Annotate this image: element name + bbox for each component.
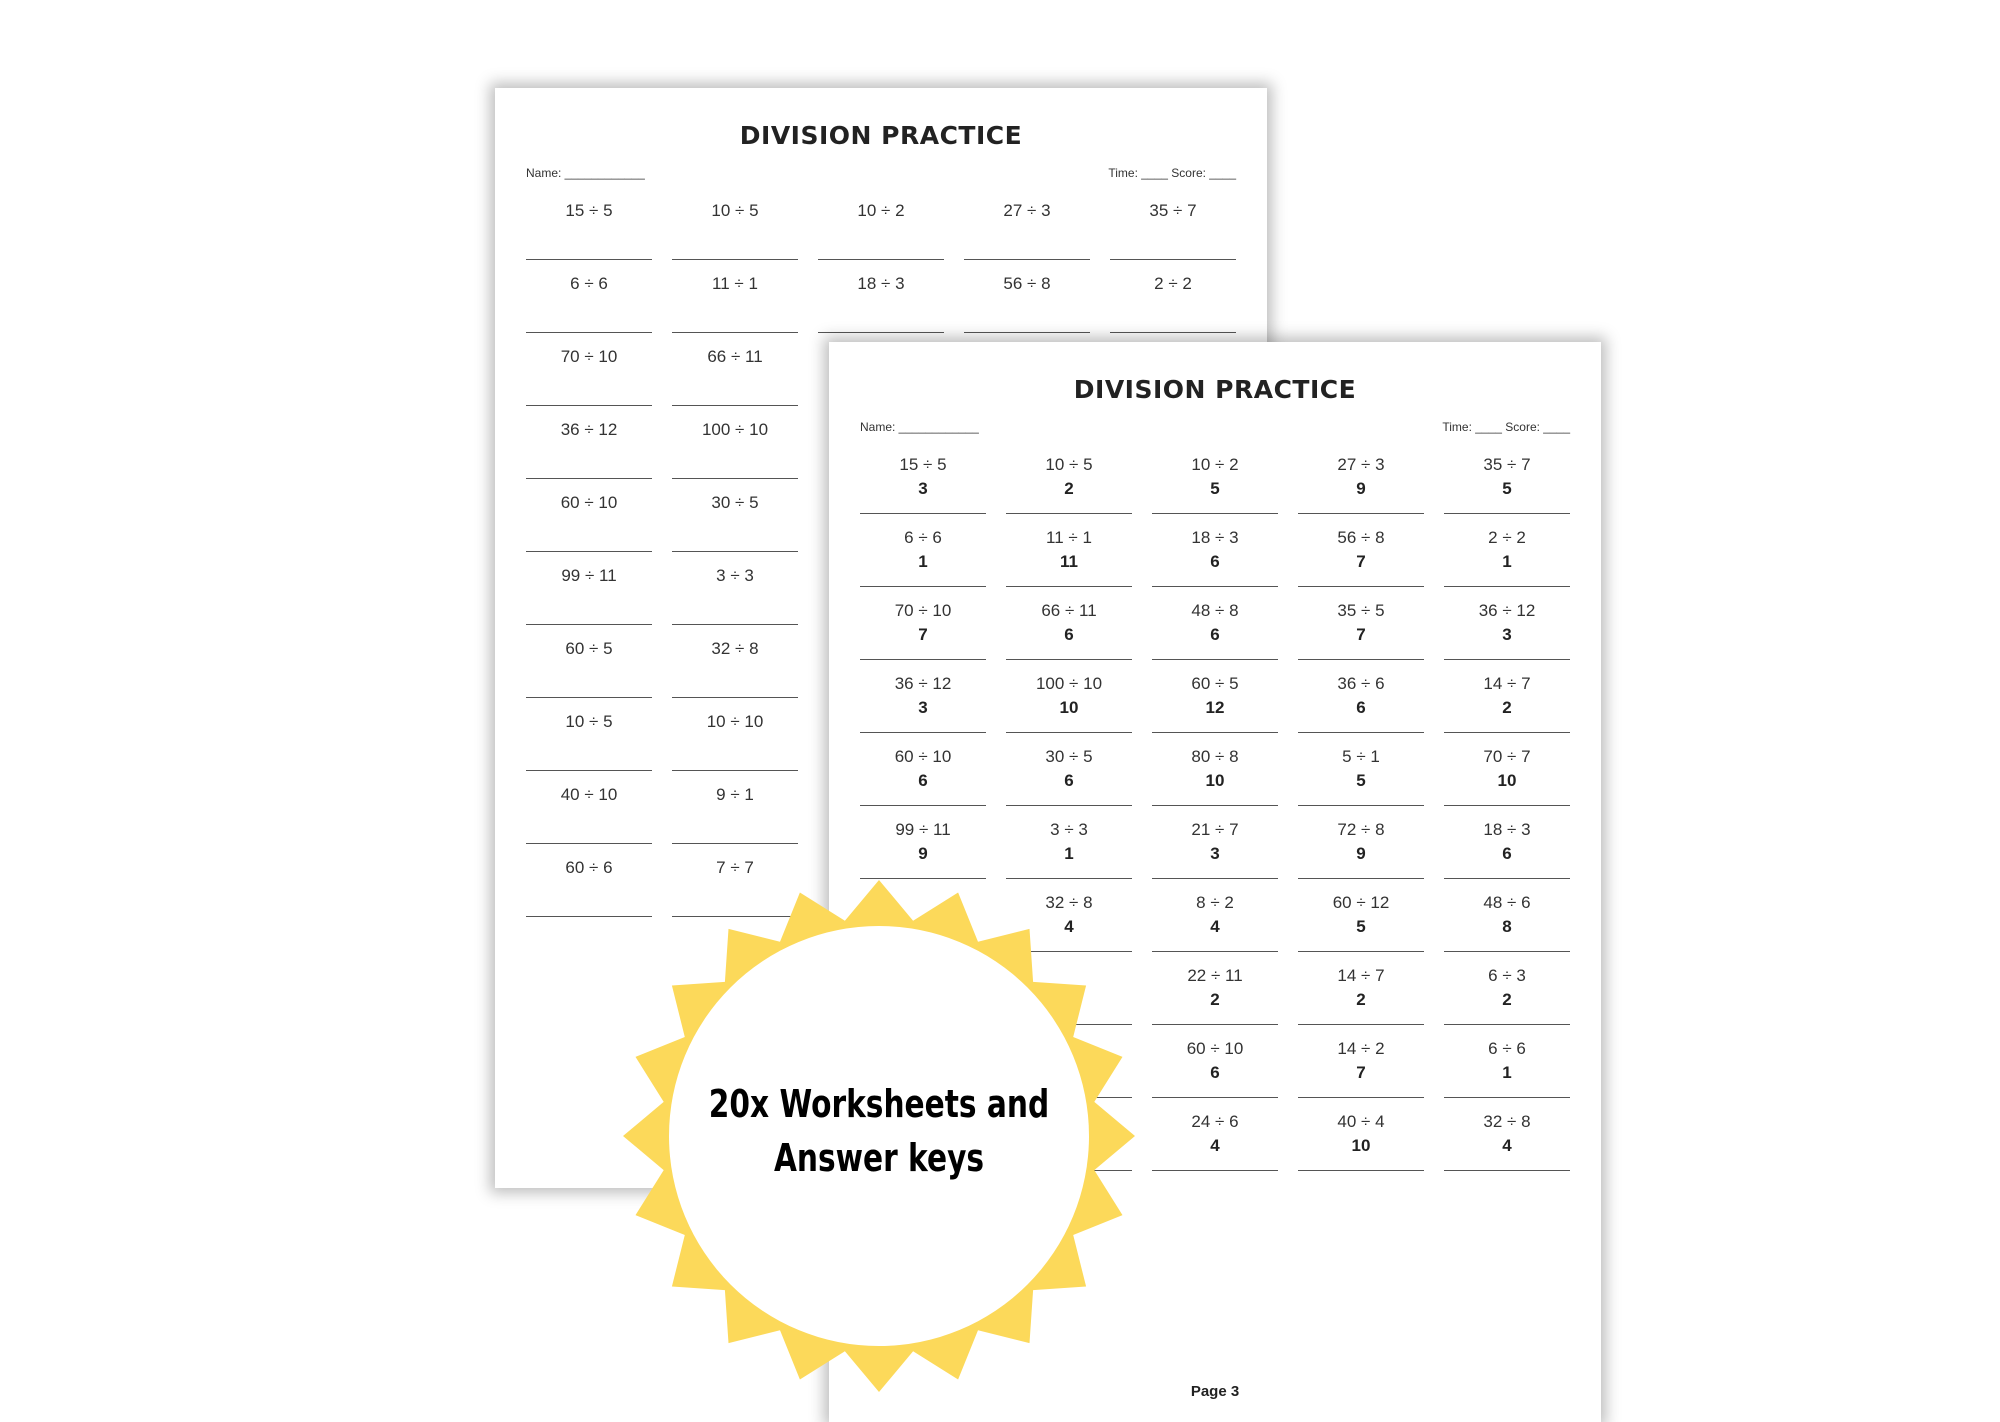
- problem-cell: [1298, 515, 1424, 587]
- problem-cell: [1298, 442, 1424, 514]
- division-problem: 40 ÷ 4: [1337, 1112, 1385, 1131]
- division-problem: 36 ÷ 12: [894, 674, 952, 693]
- problem-cell: [1152, 1099, 1278, 1171]
- division-problem: 60 ÷ 6: [565, 858, 613, 877]
- problem-cell: [1006, 734, 1132, 806]
- division-problem: 32 ÷ 8: [711, 639, 759, 658]
- problem-cell: [672, 772, 798, 844]
- division-problem: 35 ÷ 7: [1149, 201, 1197, 220]
- badge-line-2: Answer keys: [773, 1136, 985, 1180]
- answer-value: 1: [1502, 1063, 1512, 1082]
- problem-cell: [1110, 261, 1236, 333]
- division-problem: 60 ÷ 10: [894, 747, 952, 766]
- problem-cell: [1444, 953, 1570, 1025]
- problem-cell: [1444, 807, 1570, 879]
- problem-cell: [526, 626, 652, 698]
- answer-line: [672, 332, 798, 333]
- answer-line: [1152, 878, 1278, 879]
- division-problem: 10 ÷ 2: [857, 201, 905, 220]
- division-problem: 5 ÷ 1: [1342, 747, 1380, 766]
- answer-line: [1444, 1170, 1570, 1171]
- problem-cell: [672, 553, 798, 625]
- answer-line: [526, 332, 652, 333]
- problem-cell: [964, 188, 1090, 260]
- division-problem: 10 ÷ 10: [706, 712, 764, 731]
- division-problem: 36 ÷ 6: [1337, 674, 1385, 693]
- answer-line: [1152, 1170, 1278, 1171]
- division-problem: 99 ÷ 11: [895, 820, 951, 839]
- answer-value: 6: [1064, 625, 1074, 644]
- problem-cell: [1444, 661, 1570, 733]
- answer-line: [672, 843, 798, 844]
- problem-cell: [1152, 515, 1278, 587]
- problem-cell: [860, 807, 986, 879]
- problem-cell: [1152, 880, 1278, 952]
- division-problem: 10 ÷ 5: [711, 201, 759, 220]
- division-problem: 48 ÷ 6: [1483, 893, 1531, 912]
- problem-cell: [818, 188, 944, 260]
- problem-cell: [860, 661, 986, 733]
- answer-line: [1152, 951, 1278, 952]
- answer-line: [1298, 805, 1424, 806]
- problem-cell: [672, 261, 798, 333]
- answer-value: 7: [1356, 552, 1366, 571]
- answer-line: [818, 259, 944, 260]
- problem-cell: [672, 480, 798, 552]
- answer-line: [672, 259, 798, 260]
- division-problem: 100 ÷ 10: [701, 420, 769, 439]
- worksheet-title: DIVISION PRACTICE: [739, 121, 1023, 150]
- answer-value: 11: [1060, 552, 1078, 571]
- problem-cell: [672, 334, 798, 406]
- answer-value: 2: [1210, 990, 1220, 1009]
- answer-line: [526, 259, 652, 260]
- answer-value: 10: [1497, 771, 1517, 790]
- answer-line: [818, 332, 944, 333]
- problem-cell: [1298, 588, 1424, 660]
- problem-cell: [818, 261, 944, 333]
- problem-cell: [1006, 515, 1132, 587]
- answer-line: [860, 805, 986, 806]
- problem-cell: [1444, 442, 1570, 514]
- division-problem: 70 ÷ 10: [560, 347, 618, 366]
- division-problem: 32 ÷ 8: [1483, 1112, 1531, 1131]
- answer-value: 6: [1502, 844, 1512, 863]
- answer-line: [1006, 586, 1132, 587]
- answer-value: 3: [1210, 844, 1220, 863]
- answer-value: 5: [1210, 479, 1220, 498]
- answer-value: 6: [1210, 625, 1220, 644]
- answer-value: 12: [1205, 698, 1225, 717]
- answer-line: [526, 405, 652, 406]
- answer-line: [1298, 659, 1424, 660]
- division-problem: 18 ÷ 3: [857, 274, 905, 293]
- problem-cell: [526, 407, 652, 479]
- division-problem: 30 ÷ 5: [1045, 747, 1093, 766]
- answer-line: [1444, 951, 1570, 952]
- answer-value: 10: [1205, 771, 1225, 790]
- answer-value: 5: [1356, 771, 1366, 790]
- division-problem: 11 ÷ 1: [1046, 528, 1092, 547]
- division-problem: 6 ÷ 3: [1488, 966, 1526, 985]
- page-number: Page 3: [1190, 1383, 1240, 1400]
- division-problem: 22 ÷ 11: [1187, 966, 1243, 985]
- division-problem: 10 ÷ 5: [565, 712, 613, 731]
- division-problem: 36 ÷ 12: [1478, 601, 1536, 620]
- answer-value: 6: [1210, 552, 1220, 571]
- answer-line: [672, 697, 798, 698]
- problem-cell: [1152, 734, 1278, 806]
- division-problem: 11 ÷ 1: [712, 274, 758, 293]
- problem-cell: [1152, 1026, 1278, 1098]
- answer-line: [1298, 878, 1424, 879]
- problem-cell: [672, 699, 798, 771]
- division-problem: 27 ÷ 3: [1003, 201, 1051, 220]
- answer-value: 2: [1502, 990, 1512, 1009]
- answer-line: [526, 478, 652, 479]
- division-problem: 15 ÷ 5: [899, 455, 947, 474]
- problem-cell: [1298, 1026, 1424, 1098]
- answer-line: [1444, 1024, 1570, 1025]
- answer-line: [1444, 659, 1570, 660]
- answer-value: 6: [1064, 771, 1074, 790]
- division-problem: 3 ÷ 3: [716, 566, 754, 585]
- answer-value: 10: [1059, 698, 1079, 717]
- problem-cell: [1152, 807, 1278, 879]
- answer-line: [964, 259, 1090, 260]
- answer-value: 3: [918, 698, 928, 717]
- answer-line: [1006, 513, 1132, 514]
- answer-line: [1444, 732, 1570, 733]
- answer-line: [860, 586, 986, 587]
- answer-line: [860, 659, 986, 660]
- problem-cell: [1152, 588, 1278, 660]
- answer-line: [672, 624, 798, 625]
- answer-value: 10: [1351, 1136, 1371, 1155]
- answer-line: [1152, 586, 1278, 587]
- division-problem: 15 ÷ 5: [565, 201, 613, 220]
- division-problem: 8 ÷ 2: [1196, 893, 1234, 912]
- answer-value: 7: [1356, 625, 1366, 644]
- division-problem: 35 ÷ 5: [1337, 601, 1385, 620]
- answer-line: [672, 405, 798, 406]
- division-problem: 6 ÷ 6: [1488, 1039, 1526, 1058]
- division-problem: 10 ÷ 5: [1045, 455, 1093, 474]
- problem-cell: [1152, 953, 1278, 1025]
- division-problem: 3 ÷ 3: [1050, 820, 1088, 839]
- badge-text: [703, 1077, 1056, 1185]
- problem-cell: [526, 334, 652, 406]
- division-problem: 40 ÷ 10: [560, 785, 618, 804]
- answer-line: [1152, 805, 1278, 806]
- division-problem: 48 ÷ 8: [1191, 601, 1239, 620]
- answer-value: 5: [1502, 479, 1512, 498]
- problem-cell: [1152, 661, 1278, 733]
- answer-line: [1006, 878, 1132, 879]
- answer-value: 4: [1502, 1136, 1512, 1155]
- problem-cell: [672, 188, 798, 260]
- time-score-label: Time: ____ Score: ____: [1442, 420, 1570, 434]
- problem-cell: [1298, 807, 1424, 879]
- problem-cell: [1444, 1099, 1570, 1171]
- answer-line: [1298, 951, 1424, 952]
- answer-line: [1152, 659, 1278, 660]
- answer-line: [860, 513, 986, 514]
- problem-cell: [1006, 588, 1132, 660]
- division-problem: 21 ÷ 7: [1191, 820, 1239, 839]
- answer-line: [1110, 259, 1236, 260]
- division-problem: 14 ÷ 7: [1337, 966, 1385, 985]
- problem-cell: [964, 261, 1090, 333]
- answer-value: 1: [1502, 552, 1512, 571]
- answer-value: 4: [1210, 917, 1220, 936]
- division-problem: 70 ÷ 10: [894, 601, 952, 620]
- answer-line: [1298, 1170, 1424, 1171]
- division-problem: 14 ÷ 2: [1337, 1039, 1385, 1058]
- division-problem: 6 ÷ 6: [904, 528, 942, 547]
- division-problem: 18 ÷ 3: [1191, 528, 1239, 547]
- answer-line: [1444, 878, 1570, 879]
- answer-value: 5: [1356, 917, 1366, 936]
- problem-cell: [672, 626, 798, 698]
- division-problem: 32 ÷ 8: [1045, 893, 1093, 912]
- answer-line: [1444, 805, 1570, 806]
- answer-line: [672, 770, 798, 771]
- problem-cell: [1006, 661, 1132, 733]
- answer-line: [1298, 513, 1424, 514]
- answer-value: 4: [1210, 1136, 1220, 1155]
- problem-cell: [1298, 953, 1424, 1025]
- answer-value: 2: [1356, 990, 1366, 1009]
- answer-line: [1444, 513, 1570, 514]
- answer-line: [526, 697, 652, 698]
- answer-value: 1: [918, 552, 928, 571]
- problem-cell: [526, 480, 652, 552]
- problem-cell: [526, 188, 652, 260]
- problem-cell: [526, 261, 652, 333]
- problem-cell: [860, 734, 986, 806]
- problem-cell: [1110, 188, 1236, 260]
- division-problem: 14 ÷ 7: [1483, 674, 1531, 693]
- answer-value: 2: [1502, 698, 1512, 717]
- answer-line: [1152, 513, 1278, 514]
- answer-line: [1298, 732, 1424, 733]
- problem-cell: [526, 699, 652, 771]
- answer-line: [526, 551, 652, 552]
- problem-cell: [1152, 442, 1278, 514]
- problem-cell: [1444, 1026, 1570, 1098]
- answer-line: [672, 551, 798, 552]
- answer-value: 8: [1502, 917, 1512, 936]
- division-problem: 24 ÷ 6: [1191, 1112, 1239, 1131]
- answer-line: [1152, 732, 1278, 733]
- answer-value: 1: [1064, 844, 1074, 863]
- problem-cell: [526, 772, 652, 844]
- answer-value: 6: [1210, 1063, 1220, 1082]
- problem-cell: [672, 407, 798, 479]
- problem-cell: [1298, 880, 1424, 952]
- division-problem: 80 ÷ 8: [1191, 747, 1239, 766]
- answer-value: 2: [1064, 479, 1074, 498]
- division-problem: 60 ÷ 10: [560, 493, 618, 512]
- answer-line: [1444, 1097, 1570, 1098]
- problem-cell: [1444, 880, 1570, 952]
- answer-line: [1444, 586, 1570, 587]
- answer-line: [1298, 586, 1424, 587]
- answer-line: [672, 478, 798, 479]
- division-problem: 35 ÷ 7: [1483, 455, 1531, 474]
- answer-line: [860, 878, 986, 879]
- answer-line: [1152, 1024, 1278, 1025]
- division-problem: 66 ÷ 11: [1041, 601, 1097, 620]
- problem-cell: [860, 515, 986, 587]
- answer-value: 3: [1502, 625, 1512, 644]
- answer-line: [526, 624, 652, 625]
- division-problem: 27 ÷ 3: [1337, 455, 1385, 474]
- answer-line: [860, 732, 986, 733]
- time-score-label: Time: ____ Score: ____: [1108, 166, 1236, 180]
- problem-cell: [1444, 515, 1570, 587]
- name-field-label: Name: ____________: [860, 420, 979, 434]
- answer-line: [1006, 659, 1132, 660]
- division-problem: 66 ÷ 11: [707, 347, 763, 366]
- answer-value: 6: [918, 771, 928, 790]
- answer-value: 9: [1356, 479, 1366, 498]
- answer-line: [1298, 1024, 1424, 1025]
- problem-cell: [1006, 442, 1132, 514]
- division-problem: 9 ÷ 1: [716, 785, 754, 804]
- division-problem: 60 ÷ 5: [565, 639, 613, 658]
- answer-line: [1110, 332, 1236, 333]
- problem-cell: [1298, 661, 1424, 733]
- name-field-label: Name: ____________: [526, 166, 645, 180]
- problem-cell: [860, 588, 986, 660]
- answer-value: 4: [1064, 917, 1074, 936]
- division-problem: 2 ÷ 2: [1154, 274, 1192, 293]
- answer-line: [964, 332, 1090, 333]
- answer-line: [1006, 732, 1132, 733]
- division-problem: 10 ÷ 2: [1191, 455, 1239, 474]
- answer-line: [1152, 1097, 1278, 1098]
- problem-cell: [1444, 588, 1570, 660]
- division-problem: 6 ÷ 6: [570, 274, 608, 293]
- division-problem: 30 ÷ 5: [711, 493, 759, 512]
- division-problem: 7 ÷ 7: [716, 858, 754, 877]
- problem-cell: [860, 442, 986, 514]
- answer-line: [1298, 1097, 1424, 1098]
- answer-value: 9: [1356, 844, 1366, 863]
- division-problem: 60 ÷ 5: [1191, 674, 1239, 693]
- division-problem: 60 ÷ 10: [1186, 1039, 1244, 1058]
- answer-value: 7: [918, 625, 928, 644]
- worksheet-title: DIVISION PRACTICE: [1073, 375, 1357, 404]
- division-problem: 56 ÷ 8: [1003, 274, 1051, 293]
- division-problem: 18 ÷ 3: [1483, 820, 1531, 839]
- answer-value: 6: [1356, 698, 1366, 717]
- division-problem: 72 ÷ 8: [1337, 820, 1385, 839]
- division-problem: 56 ÷ 8: [1337, 528, 1385, 547]
- division-problem: 70 ÷ 7: [1483, 747, 1531, 766]
- division-problem: 36 ÷ 12: [560, 420, 618, 439]
- division-problem: 2 ÷ 2: [1488, 528, 1526, 547]
- problem-cell: [1006, 807, 1132, 879]
- division-problem: 60 ÷ 12: [1332, 893, 1390, 912]
- division-problem: 100 ÷ 10: [1035, 674, 1103, 693]
- badge-line-1: 20x Worksheets and: [708, 1082, 1050, 1126]
- problem-cell: [1444, 734, 1570, 806]
- answer-value: 9: [918, 844, 928, 863]
- problem-cell: [1298, 1099, 1424, 1171]
- answer-value: 7: [1356, 1063, 1366, 1082]
- answer-line: [1006, 805, 1132, 806]
- answer-value: 3: [918, 479, 928, 498]
- answer-line: [526, 770, 652, 771]
- division-problem: 99 ÷ 11: [561, 566, 617, 585]
- problem-cell: [1298, 734, 1424, 806]
- answer-line: [526, 843, 652, 844]
- problem-cell: [526, 553, 652, 625]
